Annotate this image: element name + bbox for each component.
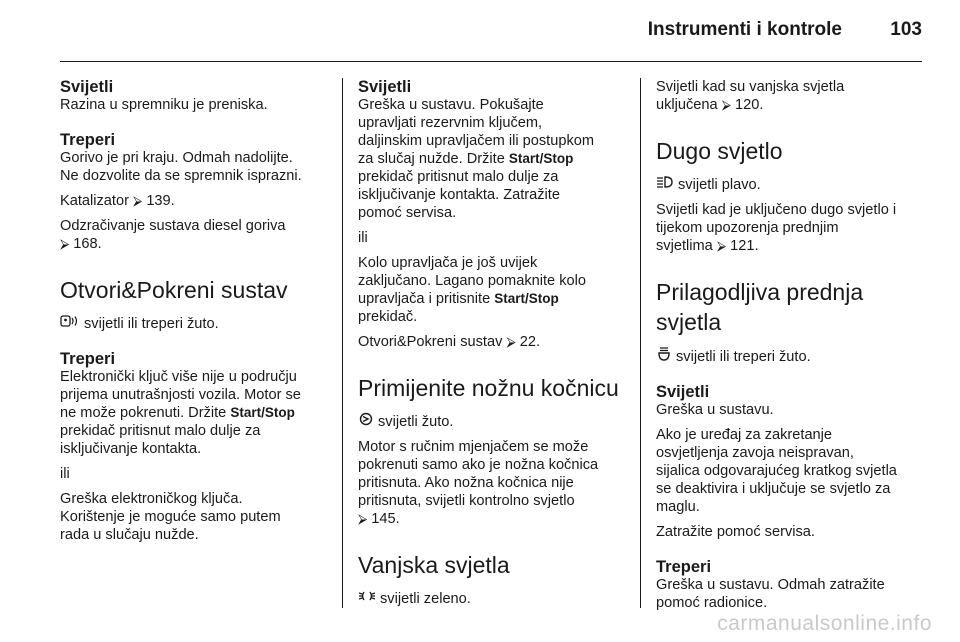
exterior-lights-icon — [358, 589, 376, 608]
text: sijalica odgovarajućeg kratkog svjetla — [656, 463, 897, 479]
text: maglu. — [656, 499, 700, 515]
text: Greška u sustavu. — [656, 402, 774, 418]
column-1 — [60, 78, 328, 544]
text: prijema unutrašnjosti vozila. Motor se — [60, 387, 301, 403]
reference-link[interactable]: 145. — [371, 511, 400, 527]
text: Ako je uređaj za zakretanje — [656, 427, 833, 443]
text: Gorivo je pri kraju. Odmah nadolijte. — [60, 150, 293, 166]
reference-line: Katalizator ⮚ 139. — [60, 193, 175, 209]
text: Korištenje je moguće samo putem — [60, 509, 281, 525]
text: prekidač pritisnut malo dulje za — [60, 423, 261, 439]
text-with-button: upravljača i pritisnite Start/Stop — [358, 291, 559, 307]
icon-line: svijetli zeleno. — [358, 589, 626, 608]
text: ili — [358, 230, 368, 246]
text: Elektronički ključ više nije u području — [60, 369, 297, 385]
column-divider-1 — [342, 78, 343, 608]
start-stop-label: Start/Stop — [494, 291, 559, 306]
text: pomoć servisa. — [358, 205, 457, 221]
text: Svijetli kad su vanjska svjetla — [656, 79, 845, 95]
text: pokrenuti samo ako je nožna kočnica — [358, 457, 599, 473]
section-heading: Dugo svjetlo — [656, 138, 783, 164]
text: prekidač. — [358, 309, 418, 325]
text: pomoć radionice. — [656, 595, 768, 611]
heading-svijetli: Svijetli — [656, 383, 710, 401]
text: Motor s ručnim mjenjačem se može — [358, 439, 589, 455]
reference-link[interactable]: 121. — [730, 238, 759, 254]
text: daljinskim upravljačem ili postupkom — [358, 133, 595, 149]
reference-link[interactable]: 120. — [735, 97, 764, 113]
section-heading: Primijenite nožnu kočnicu — [358, 375, 619, 401]
section-heading: Vanjska svjetla — [358, 552, 510, 578]
text: isključivanje kontakta. — [60, 441, 202, 457]
reference-line: svjetlima ⮚ 121. — [656, 238, 759, 254]
key-remote-icon — [60, 314, 80, 333]
reference-arrow-icon: ⮚ — [506, 334, 516, 349]
text: upravljati rezervnim ključem, — [358, 115, 543, 131]
section-heading: Otvori&Pokreni sustav — [60, 277, 288, 303]
heading-svijetli: Svijetli — [358, 78, 412, 96]
reference-line: Otvori&Pokreni sustav ⮚ 22. — [358, 334, 541, 350]
reference-link[interactable]: 139. — [146, 193, 175, 209]
heading-svijetli: Svijetli — [60, 78, 114, 96]
reference-line — [60, 235, 328, 253]
reference-link[interactable]: 168. — [73, 236, 102, 252]
icon-line: svijetli plavo. — [656, 175, 924, 194]
page-header — [60, 19, 922, 49]
heading-treperi: Treperi — [656, 558, 712, 576]
section-heading: Prilagodljiva prednja — [656, 279, 864, 305]
adaptive-headlight-icon — [656, 346, 672, 366]
text: pritisnuta. Ako nožna kočnica nije — [358, 475, 574, 491]
start-stop-label: Start/Stop — [508, 151, 574, 166]
column-2 — [358, 78, 626, 608]
text: Zatražite pomoć servisa. — [656, 524, 815, 540]
heading-treperi: Treperi — [60, 131, 116, 149]
reference-line: uključena ⮚ 120. — [656, 97, 764, 113]
reference-arrow-icon: ⮚ — [716, 238, 727, 253]
section-heading: svjetla — [656, 309, 722, 335]
reference-arrow-icon: ⮚ — [721, 97, 731, 112]
text: Greška elektroničkog ključa. — [60, 491, 243, 507]
start-stop-label: Start/Stop — [230, 405, 295, 420]
heading-treperi: Treperi — [60, 350, 116, 368]
text: Kolo upravljača je još uvijek — [358, 255, 538, 271]
text: prekidač pritisnut malo dulje za — [358, 169, 559, 185]
page-number: 103 — [890, 19, 922, 40]
header-divider — [60, 61, 922, 62]
brake-pedal-icon — [358, 412, 374, 431]
text-with-button: za slučaj nužde. Držite Start/Stop — [358, 151, 574, 167]
reference-arrow-icon: ⮚ — [358, 511, 368, 526]
reference-arrow-icon: ⮚ — [133, 193, 143, 208]
icon-line: svijetli ili treperi žuto. — [60, 314, 328, 333]
text: Ne dozvolite da se spremnik isprazni. — [60, 168, 302, 184]
page-title: Instrumenti i kontrole — [647, 19, 842, 40]
text: zaključano. Lagano pomaknite kolo — [358, 273, 586, 289]
text: tijekom upozorenja prednjim — [656, 220, 839, 236]
icon-line: svijetli ili treperi žuto. — [656, 346, 924, 366]
watermark: carmanualsonline.info — [717, 612, 932, 635]
reference-line — [358, 510, 626, 528]
text: ili — [60, 466, 70, 482]
text: osvjetljenja zavoja neispravan, — [656, 445, 854, 461]
text: Svijetli kad je uključeno dugo svjetlo i — [656, 202, 897, 218]
text: pritisnuta, svijetli kontrolno svjetlo — [358, 493, 575, 509]
text: rada u slučaju nužde. — [60, 527, 199, 543]
text: se deaktivira i uključuje se svjetlo za — [656, 481, 891, 497]
reference-arrow-icon: ⮚ — [60, 236, 70, 251]
reference-link[interactable]: 22. — [519, 334, 541, 350]
text: Odzračivanje sustava diesel goriva — [60, 218, 286, 234]
text: Greška u sustavu. Odmah zatražite — [656, 577, 885, 593]
column-3 — [656, 78, 924, 612]
column-divider-2 — [640, 78, 641, 608]
text: isključivanje kontakta. Zatražite — [358, 187, 560, 203]
text-with-button: ne može pokrenuti. Držite Start/Stop — [60, 405, 295, 421]
icon-line: svijetli žuto. — [358, 412, 626, 431]
text: Razina u spremniku je preniska. — [60, 97, 268, 113]
text: Greška u sustavu. Pokušajte — [358, 97, 544, 113]
high-beam-icon — [656, 175, 674, 194]
